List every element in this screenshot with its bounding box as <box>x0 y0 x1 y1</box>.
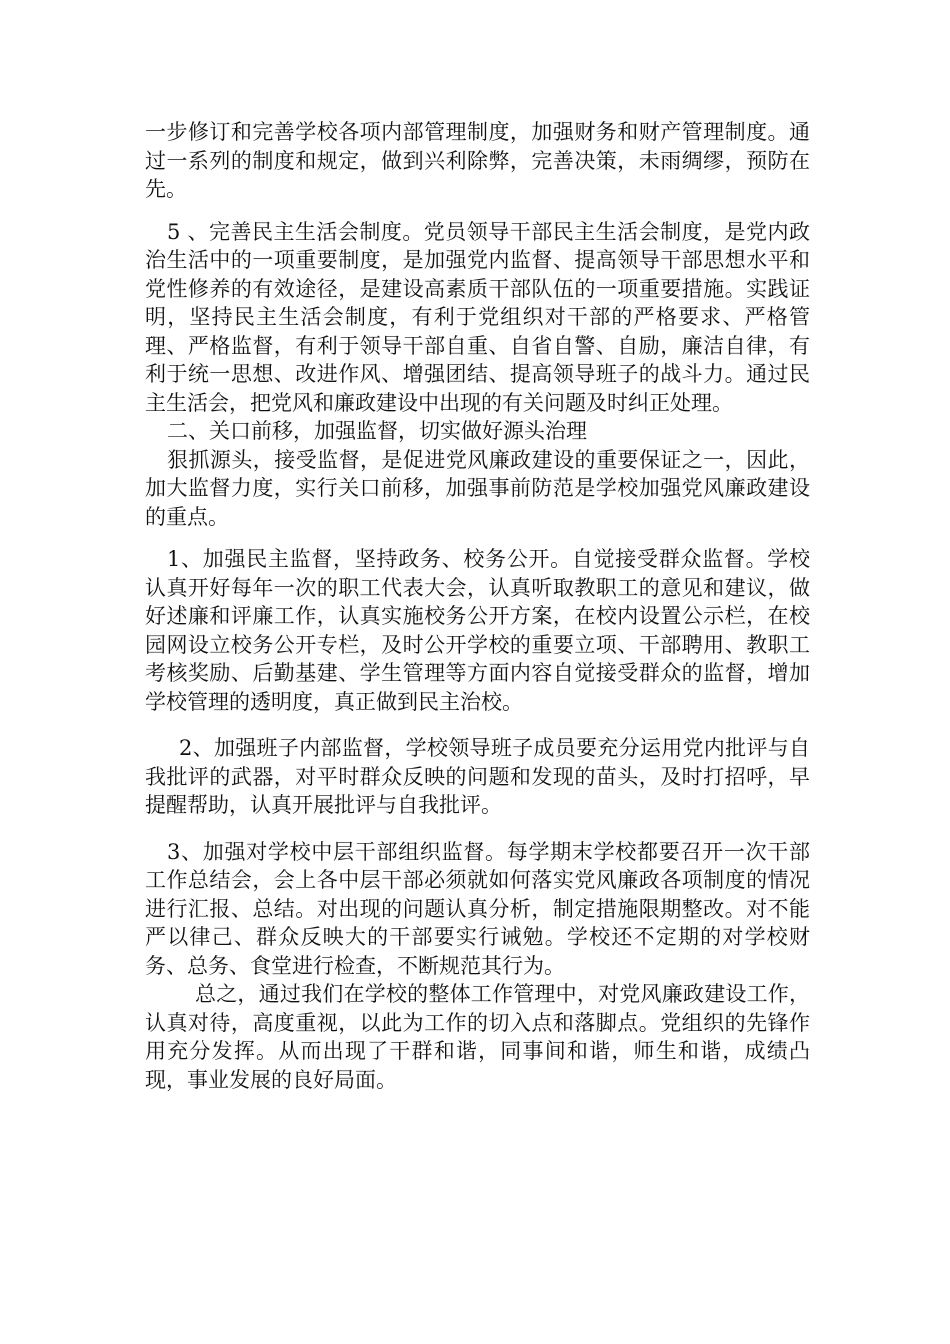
paragraph-item-1: 1、加强民主监督，坚持政务、校务公开。自觉接受群众监督。学校认真开好每年一次的职工代表大会，认真听取教职工的意见和建议，做好述廉和评廉工作，认真实施校务公开方案，在校内设置公示栏，在校园网设立校务公开专栏，及时公开学校的重要立项、干部聘用、教职工考核奖励、后勤基建、学生管理等方面内容自觉接受群众的监督，增加学校管理的透明度，真正做到民主治校。 <box>145 547 810 714</box>
paragraph-continuation: 一步修订和完善学校各项内部管理制度，加强财务和财产管理制度。通过一系列的制度和规定，做到兴利除弊，完善决策，未雨绸缪，预防在先。 <box>145 120 810 201</box>
paragraph-item-3: 3、加强对学校中层干部组织监督。每学期末学校都要召开一次干部工作总结会，会上各中层干部必须就如何落实党风廉政各项制度的情况进行汇报、总结。对出现的问题认真分析，制定措施限期整改。对不能严以律己、群众反映大的干部要实行诫勉。学校还不定期的对学校财务、总务、食堂进行检查，不断规范其行为。 <box>145 839 810 978</box>
paragraph-item-5: 5 、完善民主生活会制度。党员领导干部民主生活会制度，是党内政治生活中的一项重要制度，是加强党内监督、提高领导干部思想水平和党性修养的有效途径，是建设高素质干部队伍的一项重要措施。实践证明，坚持民主生活会制度，有利于党组织对干部的严格要求、严格管理、严格监督，有利于领导干部自重、自省自警、自励，廉洁自律，有利于统一思想、改进作风、增强团结、提高领导班子的战斗力。通过民主生活会，把党风和廉政建设中出现的有关问题及时纠正处理。 <box>145 219 810 415</box>
paragraph-item-2: 2、加强班子内部监督，学校领导班子成员要充分运用党内批评与自我批评的武器，对平时群众反映的问题和发现的苗头，及时打招呼，早提醒帮助，认真开展批评与自我批评。 <box>145 736 810 817</box>
section-heading-2: 二、关口前移，加强监督，切实做好源头治理 <box>167 419 587 443</box>
paragraph-section-intro: 狠抓源头，接受监督，是促进党风廉政建设的重要保证之一，因此，加大监督力度，实行关口前移，加强事前防范是学校加强党风廉政建设的重点。 <box>145 447 810 529</box>
document-body <box>145 118 810 1094</box>
paragraph-conclusion: 总之，通过我们在学校的整体工作管理中，对党风廉政建设工作，认真对待，高度重视，以此为工作的切入点和落脚点。党组织的先锋作用充分发挥。从而出现了干群和谐，同事间和谐，师生和谐，成绩凸现，事业发展的良好局面。 <box>145 982 810 1092</box>
